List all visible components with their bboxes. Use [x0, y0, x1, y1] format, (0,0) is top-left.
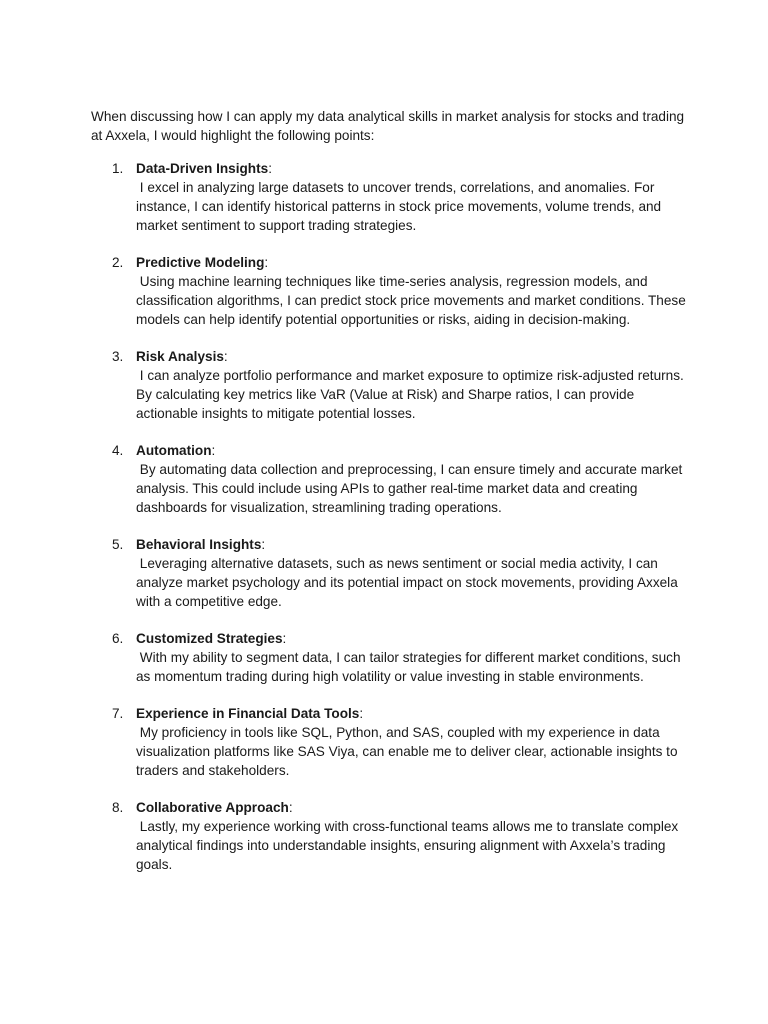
- list-item: [91, 798, 691, 874]
- list-item: [91, 535, 691, 611]
- list-item: [91, 629, 691, 686]
- item-heading: Experience in Financial Data Tools: [136, 706, 360, 721]
- heading-colon: :: [264, 255, 269, 270]
- list-item: [91, 159, 691, 235]
- intro-paragraph: When discussing how I can apply my data analytical skills in market analysis for stocks and trading at Axxela, I would highlight the following points:: [91, 109, 685, 143]
- item-heading: Automation: [136, 443, 212, 458]
- heading-colon: :: [282, 631, 287, 646]
- list-item: [91, 253, 691, 329]
- item-body: My proficiency in tools like SQL, Python, and SAS, coupled with my experience in data visualization platforms like SAS Viya, can enable me to deliver clear, actionable insights to traders and stakeholders.: [136, 725, 682, 778]
- item-heading: Customized Strategies: [136, 631, 283, 646]
- heading-colon: :: [288, 800, 293, 815]
- list-item: [91, 347, 691, 423]
- item-body: Using machine learning techniques like time-series analysis, regression models, and classification algorithms, I can predict stock price movements and market conditions. These models can help identify potential opportunities or risks, aiding in decision-making.: [136, 274, 690, 327]
- item-heading: Data-Driven Insights: [136, 161, 269, 176]
- list-number: 4.: [112, 443, 124, 458]
- item-heading: Collaborative Approach: [136, 800, 289, 815]
- heading-colon: :: [261, 537, 266, 552]
- item-body: I excel in analyzing large datasets to uncover trends, correlations, and anomalies. For instance, I can identify historical patterns in stock price movements, volume trends, and market sentiment to support trading strategies.: [136, 180, 665, 233]
- heading-colon: :: [359, 706, 364, 721]
- list-number: 7.: [112, 706, 124, 721]
- heading-colon: :: [211, 443, 216, 458]
- list-number: 1.: [112, 161, 124, 176]
- item-body: Leveraging alternative datasets, such as news sentiment or social media activity, I can analyze market psychology and its potential impact on stock movements, providing Axxela with a competitive edge.: [136, 556, 682, 609]
- list-item: [91, 441, 691, 517]
- list-number: 2.: [112, 255, 124, 270]
- heading-colon: :: [268, 161, 272, 176]
- item-body: With my ability to segment data, I can tailor strategies for different market conditions, such as momentum trading during high volatility or value investing in stable environments.: [136, 650, 685, 684]
- document-content: [91, 107, 691, 892]
- list-number: 5.: [112, 537, 124, 552]
- list-item: [91, 704, 691, 780]
- list-number: 6.: [112, 631, 124, 646]
- item-body: Lastly, my experience working with cross-functional teams allows me to translate complex analytical findings into understandable insights, ensuring alignment with Axxela’s trading goals.: [136, 819, 682, 872]
- item-heading: Predictive Modeling: [136, 255, 265, 270]
- points-list: [91, 159, 691, 874]
- item-heading: Risk Analysis: [136, 349, 224, 364]
- item-body: I can analyze portfolio performance and market exposure to optimize risk-adjusted returns. By calculating key metrics like VaR (Value at Risk) and Sharpe ratios, I can provide actionable insights to mitigate potential losses.: [136, 368, 688, 421]
- heading-colon: :: [223, 349, 228, 364]
- item-body: By automating data collection and preprocessing, I can ensure timely and accurate market analysis. This could include using APIs to gather real-time market data and creating dashboards for visualization, streamlining trading operations.: [136, 462, 687, 515]
- list-number: 8.: [112, 800, 124, 815]
- list-number: 3.: [112, 349, 124, 364]
- item-heading: Behavioral Insights: [136, 537, 262, 552]
